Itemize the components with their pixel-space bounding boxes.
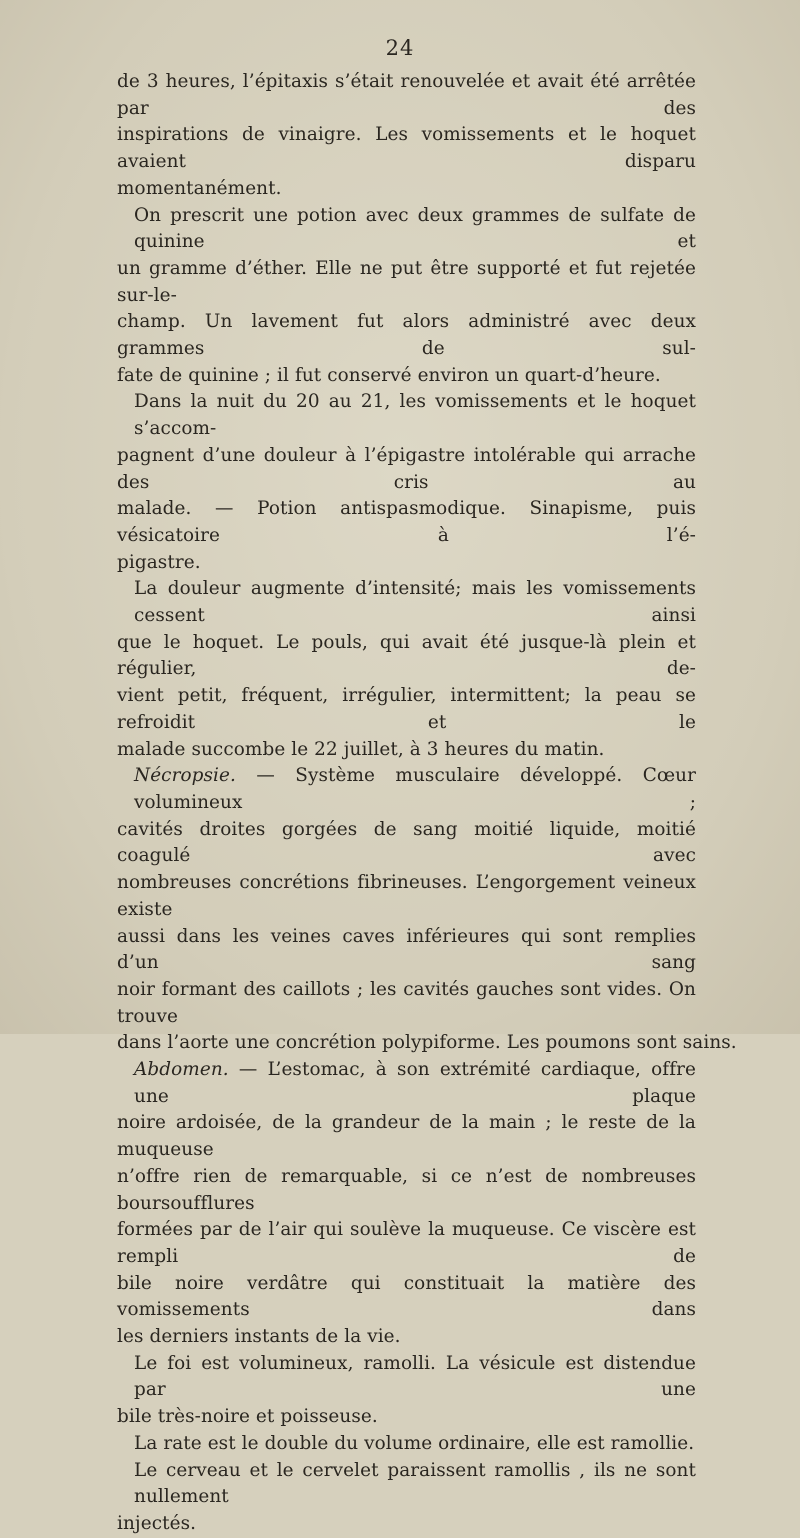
text-line [117,1057,696,1110]
line-text: n’offre rien de remarquable, si ce n’est de nombreuses boursoufflures [117,1165,696,1214]
line-text: malade succombe le 22 juillet, à 3 heures du matin. [117,738,605,760]
text-line [117,1404,696,1431]
line-text: champ. Un lavement fut alors administré avec deux grammes de sul- [117,311,696,360]
text-line [117,1030,737,1057]
line-text: les derniers instants de la vie. [117,1326,401,1348]
text-line [117,443,696,496]
text-line [117,203,696,256]
line-text: — Système musculaire développé. Cœur volumineux ; [134,765,696,813]
line-text: bile très-noire et poisseuse. [117,1406,378,1428]
line-text: La douleur augmente d’intensité; mais les vomissements cessent ainsi [134,578,696,627]
line-text: inspirations de vinaigre. Les vomissements et le hoquet avaient disparu [117,124,696,173]
section-heading: Nécropsie. [134,765,236,787]
text-line [117,817,696,870]
text-line [117,870,696,923]
text-line [117,763,696,816]
line-text: cavités droites gorgées de sang moitié liquide, moitié coagulé avec [117,818,696,867]
line-text: un gramme d’éther. Elle ne put être supporté et fut rejetée sur-le- [117,257,696,306]
line-text: dans l’aorte une concrétion polypiforme. Les poumons sont sains. [117,1032,737,1054]
text-line [117,69,696,122]
body-text [117,69,737,1538]
line-text: injectés. [117,1512,197,1534]
line-text: noire ardoisée, de la grandeur de la main ; le reste de la muqueuse [117,1112,696,1161]
text-line [117,496,696,549]
text-line [117,309,696,362]
line-text: fate de quinine ; il fut conservé environ un quart-d’heure. [117,364,661,386]
text-line [117,683,696,736]
line-text: noir formant des caillots ; les cavités gauches sont vides. On trouve [117,978,696,1027]
text-line [117,630,696,683]
line-text: nombreuses concrétions fibrineuses. L’engorgement veineux existe [117,872,696,920]
line-text: Le cerveau et le cervelet paraissent ramollis , ils ne sont nullement [134,1459,696,1508]
line-text: — L’estomac, à son extrémité cardiaque, offre une plaque [134,1059,696,1107]
text-line [117,1217,696,1270]
text-line [117,256,696,309]
text-line [117,1458,696,1511]
text-line [117,550,696,577]
text-line [117,737,696,764]
text-line [117,1511,696,1538]
line-text: Dans la nuit du 20 au 21, les vomissements et le hoquet s’accom- [134,391,696,440]
text-line [117,389,696,442]
text-line [117,1324,696,1351]
line-text: momentanément. [117,177,282,199]
line-text: Le foi est volumineux, ramolli. La vésicule est distendue par une [134,1352,696,1401]
page-number: 24 [385,36,415,60]
line-text: vient petit, fréquent, irrégulier, intermittent; la peau se refroidit et le [117,685,696,733]
text-line [117,1351,696,1404]
text-line [117,122,696,175]
section-heading: Abdomen. [134,1059,229,1081]
line-text: bile noire verdâtre qui constituait la matière des vomissements dans [117,1272,696,1321]
line-text: formées par de l’air qui soulève la muqueuse. Ce viscère est rempli de [117,1219,696,1267]
line-text: On prescrit une potion avec deux grammes de sulfate de quinine et [134,204,696,253]
text-line [117,924,696,977]
text-line [117,576,696,629]
line-text: de 3 heures, l’épitaxis s’était renouvelée et avait été arrêtée par des [117,71,696,119]
text-line [117,977,696,1030]
line-text: malade. — Potion antispasmodique. Sinapisme, puis vésicatoire à l’é- [117,498,696,546]
text-line [117,1110,696,1163]
line-text: aussi dans les veines caves inférieures qui sont remplies d’un sang [117,925,696,974]
line-text: pigastre. [117,551,201,573]
line-text: pagnent d’une douleur à l’épigastre intolérable qui arrache des cris au [117,444,696,493]
text-line [117,1164,696,1217]
text-line [117,1431,696,1458]
line-text: que le hoquet. Le pouls, qui avait été jusque-là plein et régulier, de- [117,631,696,680]
line-text: La rate est le double du volume ordinaire, elle est ramollie. [134,1432,695,1454]
text-line [117,363,696,390]
text-line [117,176,696,203]
text-line [117,1271,696,1324]
